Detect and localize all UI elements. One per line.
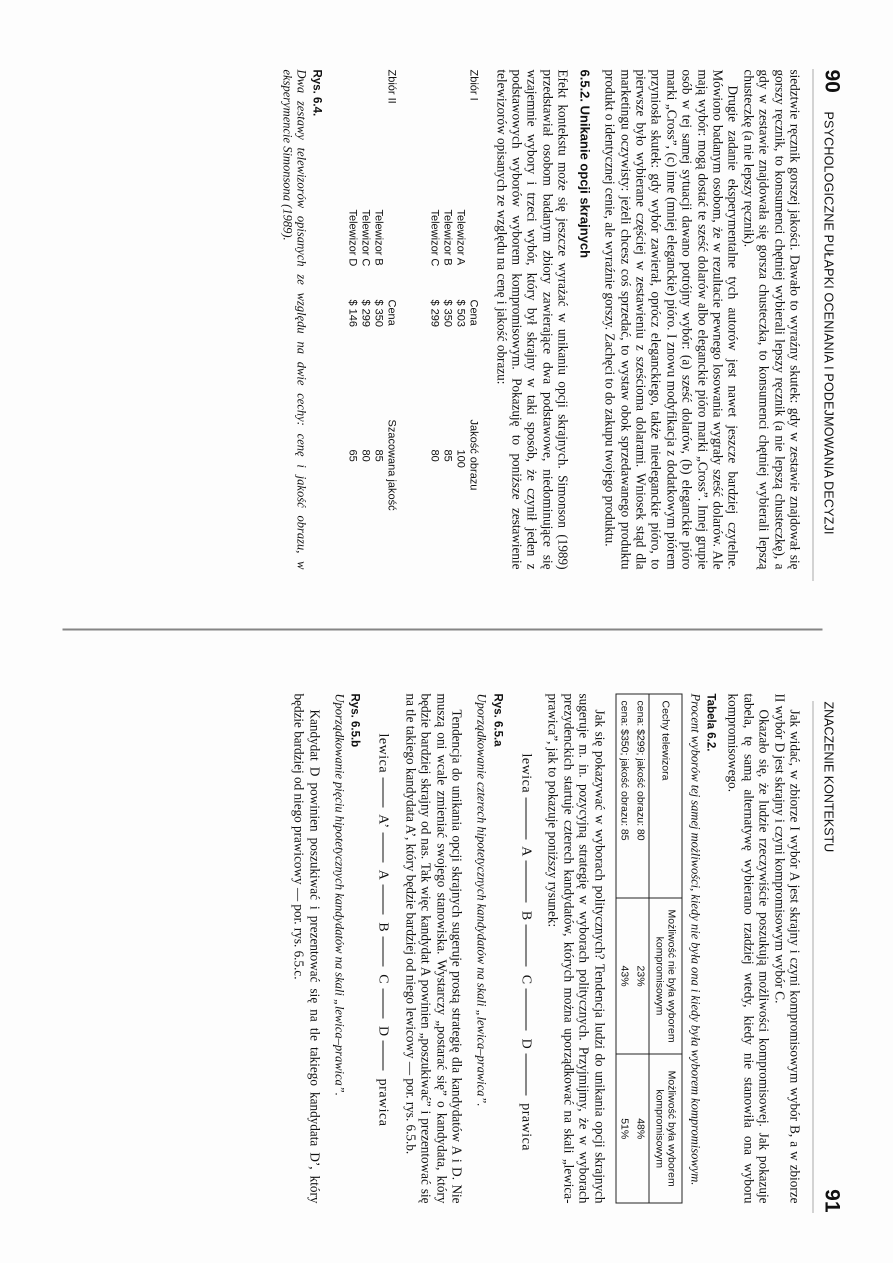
figure-label: Rys. 6.5.a xyxy=(491,693,504,747)
tv-set-1-table xyxy=(428,70,480,570)
table-6-2 xyxy=(615,694,682,1204)
book-fold-line xyxy=(63,629,823,631)
figure-label: Rys. 6.4. xyxy=(310,69,323,117)
paragraph: siedztwie ręcznik gorszej jakości. Dawało to wyraźny skutek: gdy w zestawie znajdował się gorszy ręcznik, to konsumenci chętniej wybierali lepszy ręcznik (a nie lepszą chusteczkę), a gdy w zestawie znajdowała się gorsza chusteczka, to konsumenci chętniej wybierali lepszą chusteczkę (a nie lepszy ręcznik). xyxy=(741,69,803,570)
tv-name: Telewizor C xyxy=(359,209,372,267)
scale-point: B xyxy=(376,922,391,933)
table-cell: 43% xyxy=(616,898,632,1055)
tv-price: $ 299 xyxy=(428,299,441,328)
tv-quality: 85 xyxy=(372,449,385,462)
figure-caption: Dwa zestawy telewizorów opisanych ze względu na dwie cechy: cenę i jakość obrazu, w eksperymencie Simonsona (1989). xyxy=(280,69,309,570)
scale-6-5-a xyxy=(518,754,533,1204)
col-price: Cena xyxy=(385,299,398,326)
table-cell: cena: $350; jakość obrazu: 85 xyxy=(618,700,631,841)
scale-point: C xyxy=(376,974,391,985)
table-header: Cechy telewizora xyxy=(649,695,682,898)
tv-price: $ 350 xyxy=(372,299,385,328)
tv-quality: 80 xyxy=(359,449,372,462)
running-header xyxy=(813,69,844,581)
table-cell: 51% xyxy=(616,1054,632,1202)
running-header xyxy=(813,701,844,1213)
page-body xyxy=(291,694,802,1204)
running-head: ZNACZENIE KONTEKSTU xyxy=(821,701,836,853)
page-body xyxy=(280,70,802,570)
set-label: Zbiór I xyxy=(467,69,480,101)
tv-price: $ 146 xyxy=(346,299,359,328)
tv-price: $ 503 xyxy=(454,299,467,328)
scale-point: D xyxy=(376,1026,391,1037)
col-price: Cena xyxy=(467,299,480,326)
tv-quality: 80 xyxy=(428,449,441,462)
tv-quality: 100 xyxy=(454,449,467,468)
scale-right-label: prawica xyxy=(376,1078,391,1127)
scale-point: A’ xyxy=(376,814,391,829)
scale-left-label: lewica xyxy=(518,753,534,794)
figure-caption: Uporządkowanie pięciu hipotetycznych kandydatów na skali „lewica–prawica”. xyxy=(332,693,347,1096)
tv-name: Telewizor D xyxy=(346,209,359,267)
tv-name: Telewizor C xyxy=(428,209,441,267)
page-91 xyxy=(0,632,893,1263)
tv-set-2-table xyxy=(346,70,398,570)
table-cell: cena: $299; jakość obrazu: 80 xyxy=(634,700,647,841)
paragraph: Tendencja do unikania opcji skrajnych sugeruje prostą strategię dla kandydatów A i D. Nie muszą oni wcale zmieniać swojego stanowiska. Wystarczy „postarać się” o kandydata, który będzie bardziej skrajny od nas. Tak więc kandydat A powinien „poszukiwać” i prezentować się na tle takiego kandydata A’, który będzie bardziej od niego lewicowy — por. rys. 6.5.b. xyxy=(403,693,465,1204)
scale-point: A xyxy=(376,869,391,881)
scale-left-label: lewica xyxy=(376,733,391,774)
tv-price: $ 299 xyxy=(359,299,372,328)
figure-label: Rys. 6.5.b xyxy=(348,693,361,748)
paragraph: Drugie zadanie eksperymentalne tych autorów jest nawet jeszcze bardziej czytelne. Mówiono badanym osobom, że w rezultacie pewnego losowania wygrały sześć dolarów. Ale mają wybór: mogą dostać te sześć dolarów albo eleganckie pióro marki „Cross”. Innej grupie osób w tej samej sytuacji dawano potrójny wybór: (a) sześć dolarów, (b) eleganckie pióro marki „Cross”, (c) inne (mniej eleganckie) pióro. I znowu modyfikacja z dodatkowym piórem przyniosła skutek: gdy wybór zawierał, oprócz eleganckiego, także nieeleganckie pióro, to pierwsze było wybierane częściej w zestawieniu z sześcioma dolarami. Wniosek stąd dla marketingu oczywisty: jeżeli chcesz coś sprzedać, to wystaw obok sprzedawanego produktu produkt o identycznej cenie, ale wyraźnie gorszy. Zachęci to do zakupu twojego produktu. xyxy=(602,69,741,570)
table-header: Możliwość była wyborem kompromisowym xyxy=(649,1054,682,1202)
paragraph: Jak się pokazywać w wyborach politycznych? Tendencja ludzi do unikania opcji skrajnych sugeruje m. in. pozycyjną strategię w wyborach politycznych. Przyjmijmy, że w wyborach prezydenckich startuje czterech kandydatów, których można uporządkować na skali „lewica-prawica”, jak to pokazuje poniższy rysunek: xyxy=(545,693,608,1204)
scale-point: C xyxy=(518,974,534,985)
page-number: 90 xyxy=(820,69,844,93)
scale-point: A xyxy=(518,846,534,857)
col-quality: Szacowana jakość xyxy=(385,419,398,511)
page-90 xyxy=(0,0,893,631)
table-cell: 48% xyxy=(632,1054,649,1202)
scale-right-label: prawica xyxy=(518,1103,534,1152)
table-row xyxy=(616,695,632,1203)
section-title: 6.5.2. Unikanie opcji skrajnych xyxy=(577,69,593,259)
tv-name: Telewizor A xyxy=(454,209,467,266)
scale-point: B xyxy=(518,910,534,921)
paragraph: Efekt kontekstu może się jeszcze wyrażać w unikaniu opcji skrajnych. Simonson (1989) przedstawiał osobom badanym zbiory zawierające dwa podstawowe, niedominujące się wzajemnie wybory i trzeci wybór, który był skrajny w taki sposób, że czynił jeden z podstawowych wyborów wyborem kompromisowym. Pokazuję to poniższe zestawienie telewizorów opisanych ze względu na cenę i jakość obrazu: xyxy=(494,69,571,570)
paragraph: Kandydat D powinien poszukiwać i prezentować się na tle takiego kandydata D’, który będzie bardziej od niego prawicowy — por. rys. 6.5.c. xyxy=(291,693,323,1204)
tv-quality: 85 xyxy=(441,449,454,462)
set-label: Zbiór II xyxy=(385,69,398,104)
figure-caption: Uporządkowanie czterech hipotetycznych kandydatów na skali „lewica–prawica”. xyxy=(474,693,489,1107)
table-cell: 23% xyxy=(632,898,649,1055)
tv-price: $ 350 xyxy=(441,299,454,328)
tv-name: Telewizor B xyxy=(441,209,454,266)
table-caption: Procent wyborów tej samej możliwości, kiedy nie była ona i kiedy była wyborem kompromisowym. xyxy=(688,693,703,1186)
col-quality: Jakość obrazu xyxy=(467,419,480,491)
tv-quality: 65 xyxy=(346,449,359,462)
running-head: PSYCHOLOGICZNE PUŁAPKI OCENIANIA I PODEJMOWANIA DECYZJI xyxy=(821,111,836,535)
scale-6-5-b xyxy=(376,734,391,1204)
scale-point: D xyxy=(518,1038,534,1050)
paragraph: Jak widać, w zbiorze I wybór A jest skrajny i czyni kompromisowym wybór B, a w zbiorze II wybór D jest skrajny i czyni kompromisowym wybór C. xyxy=(772,693,803,1204)
table-row xyxy=(632,695,649,1203)
table-header: Możliwość nie była wyborem kompromisowym xyxy=(649,898,682,1055)
tv-name: Telewizor B xyxy=(372,209,385,266)
paragraph: Okazało się, że ludzie rzeczywiście poszukują możliwości kompromisowej. Jak pokazuje tabela, tę samą alternatywę wybierano rzadziej wtedy, kiedy nie stanowiła ona wyboru kompromisowego. xyxy=(725,693,772,1204)
page-number: 91 xyxy=(820,1189,844,1213)
table-label: Tabela 6.2. xyxy=(704,693,717,752)
